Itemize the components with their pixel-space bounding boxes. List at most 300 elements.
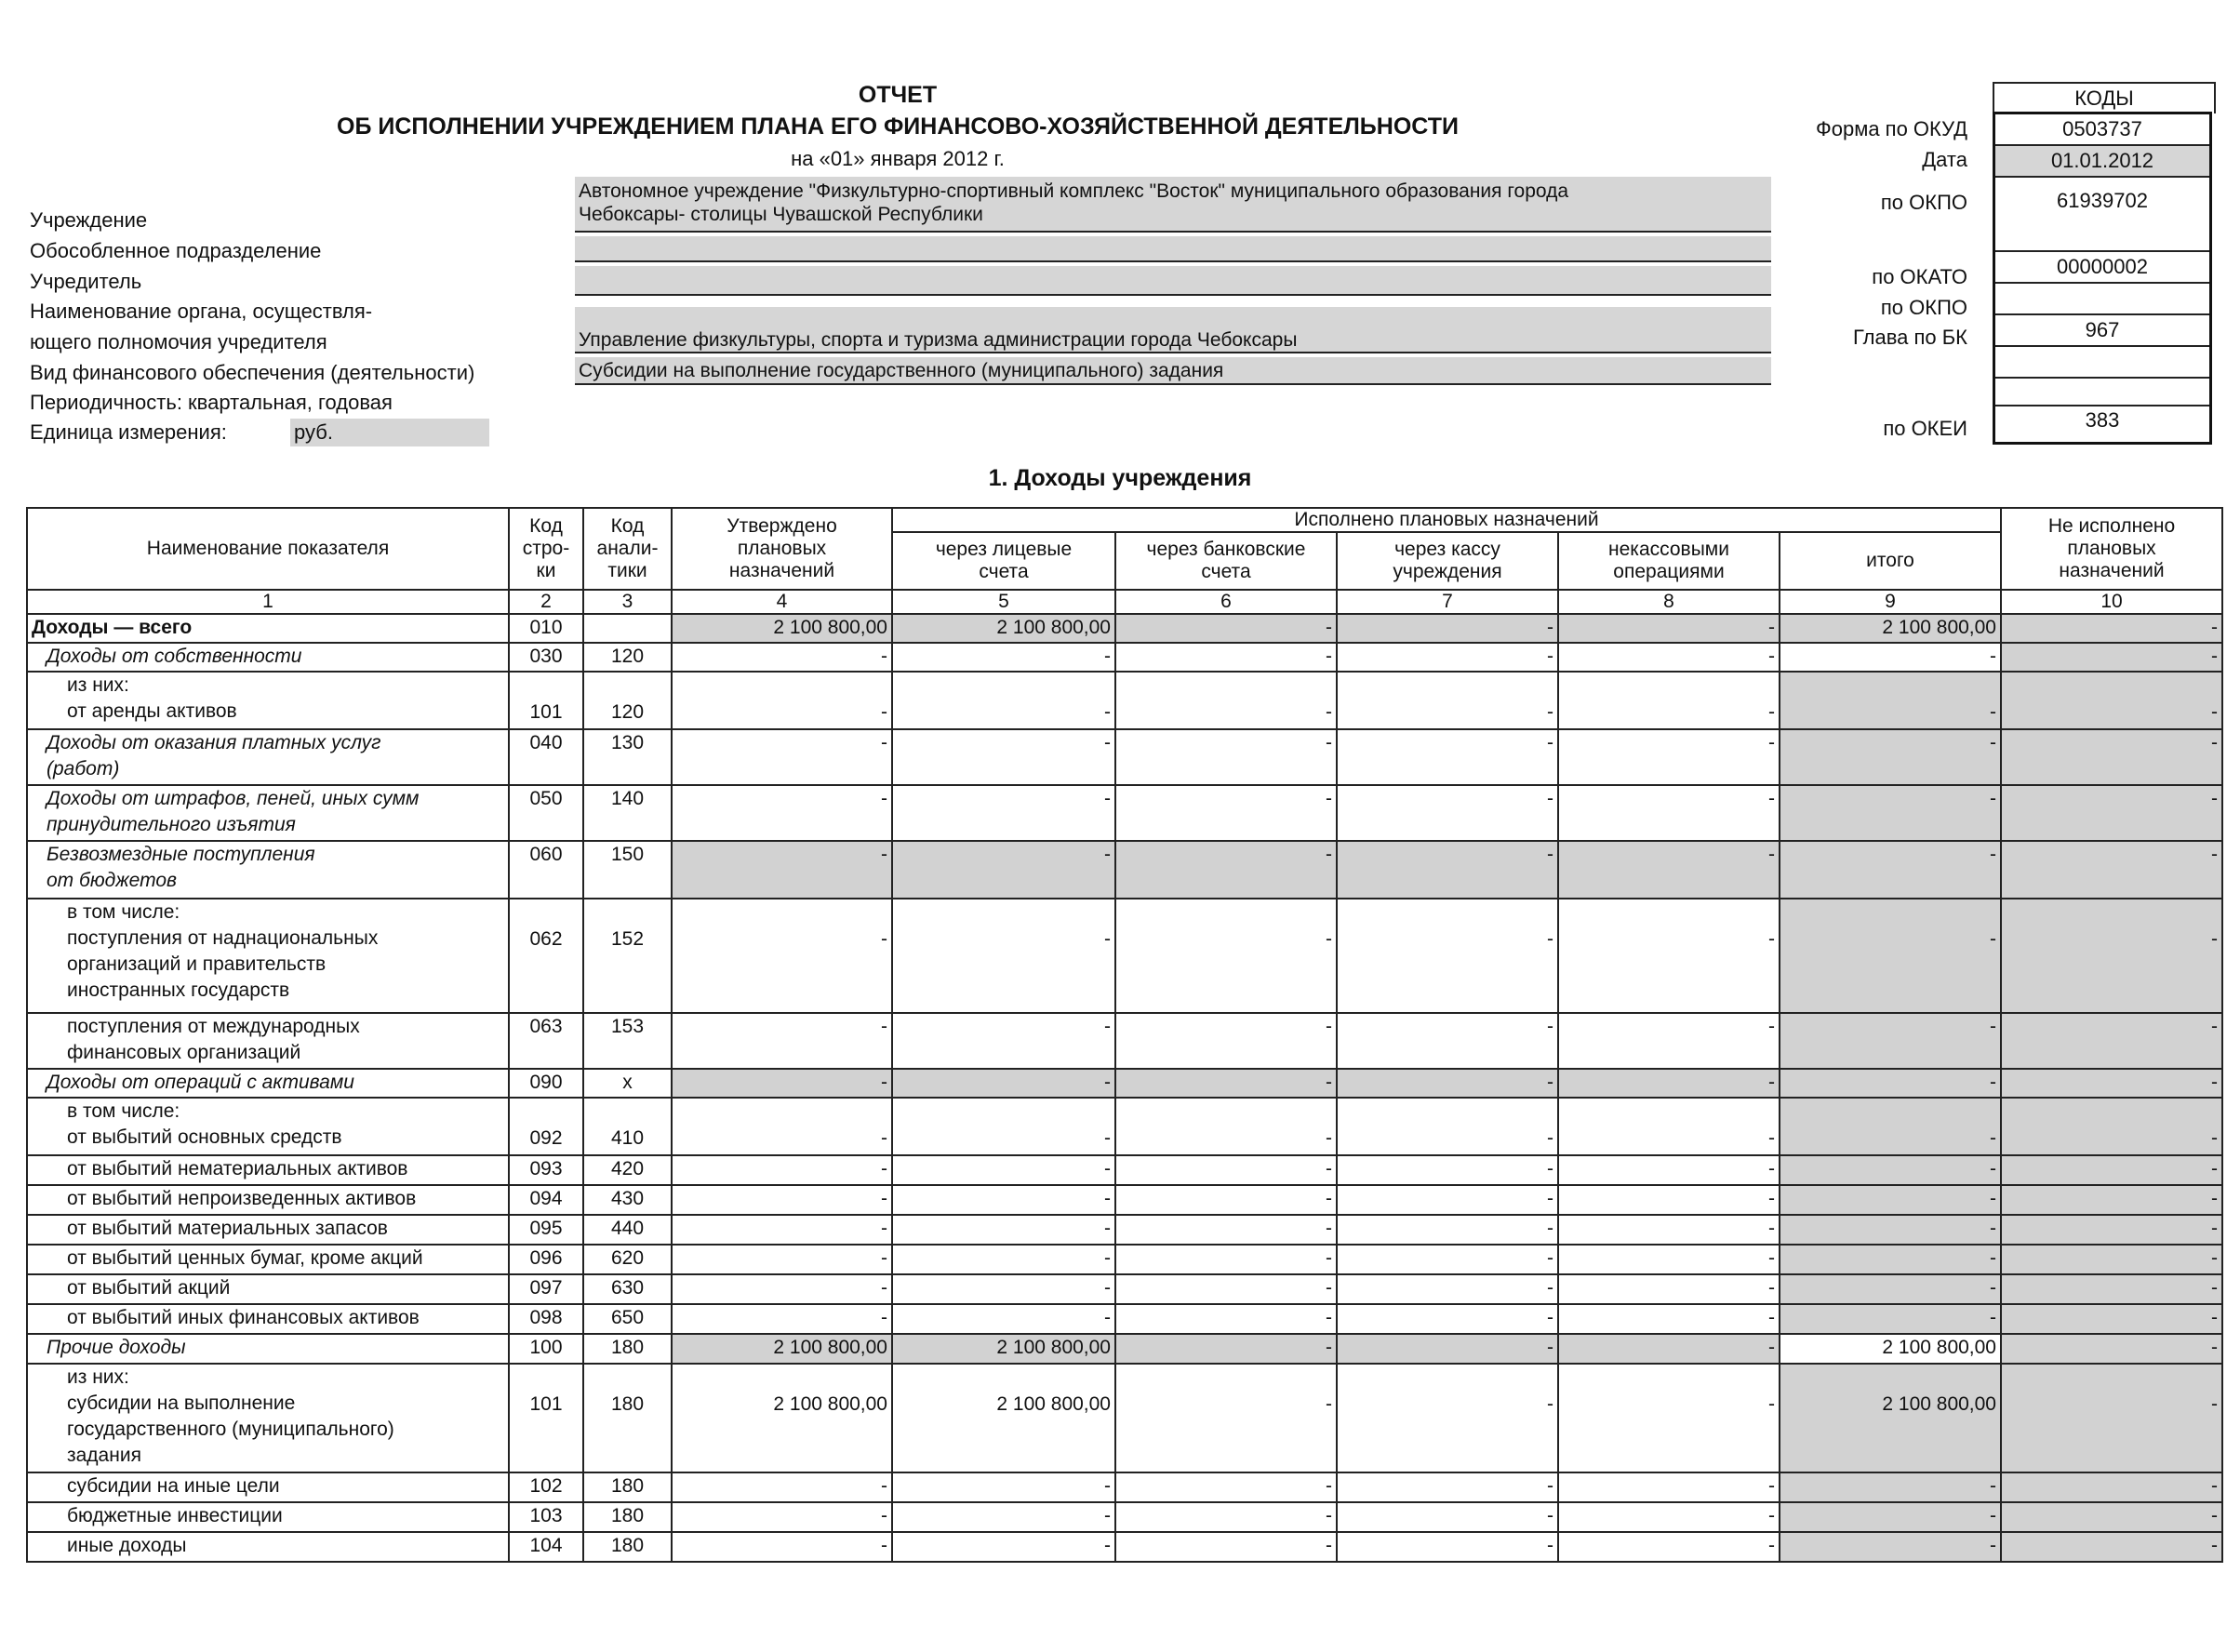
- label-okpo-2: по ОКПО: [1880, 296, 1967, 319]
- cell-value: -: [1990, 1247, 1996, 1269]
- th-personal: через лицевые счета: [892, 532, 1115, 590]
- cell-value: -: [1547, 1188, 1553, 1209]
- cell-col-10: [2001, 672, 2222, 729]
- row-name: [27, 1364, 509, 1472]
- label-institution: Учреждение: [30, 208, 148, 232]
- table-row: [27, 1472, 2222, 1502]
- row-name: [27, 643, 509, 672]
- cell-value: -: [1326, 1337, 1332, 1358]
- cell-col-8: [1558, 1185, 1780, 1215]
- cell-value: 180: [610, 1393, 645, 1415]
- cell-col-5: [892, 729, 1115, 785]
- cell-value: -: [1547, 844, 1553, 865]
- cell-col-9: [1780, 729, 2001, 785]
- cell-col-8: [1558, 1334, 1780, 1364]
- cell-value: 650: [610, 1307, 645, 1328]
- cell-col-4: [672, 1245, 892, 1274]
- cell-value: -: [1547, 701, 1553, 723]
- th-analytics: Код анали- тики: [583, 508, 672, 590]
- cell-col-10: [2001, 729, 2222, 785]
- cell-value: -: [1547, 788, 1553, 809]
- th-bank: через банковские счета: [1115, 532, 1337, 590]
- cell-value: -: [1326, 646, 1332, 667]
- cell-col-5: [892, 1013, 1115, 1069]
- cell-col-9: [1780, 1013, 2001, 1069]
- cell-col-3: [583, 1364, 672, 1472]
- cell-value: -: [881, 1016, 887, 1037]
- cell-col-2: [509, 1502, 583, 1532]
- cell-col-4: [672, 614, 892, 643]
- cell-col-8: [1558, 614, 1780, 643]
- cell-col-2: [509, 1069, 583, 1098]
- cell-value: -: [2211, 928, 2218, 950]
- cell-value: -: [881, 1188, 887, 1209]
- cell-value: -: [2211, 1277, 2218, 1299]
- cell-value: -: [1104, 1505, 1111, 1526]
- cell-value: -: [1547, 928, 1553, 950]
- th-line-code: Код стро- ки: [509, 508, 583, 590]
- code-okpo: 61939702: [1995, 178, 2209, 252]
- institution-underline: [575, 231, 1771, 233]
- cell-value: -: [2211, 1218, 2218, 1239]
- cell-value: -: [2211, 1016, 2218, 1037]
- colnum: 6: [1115, 590, 1337, 614]
- cell-col-7: [1337, 1245, 1558, 1274]
- cell-col-4: [672, 1185, 892, 1215]
- cell-col-10: [2001, 785, 2222, 841]
- cell-col-2: [509, 1155, 583, 1185]
- cell-col-9: [1780, 1185, 2001, 1215]
- cell-value: -: [2211, 1127, 2218, 1149]
- cell-col-4: [672, 1532, 892, 1562]
- th-cash: через кассу учреждения: [1337, 532, 1558, 590]
- cell-value: -: [1768, 1277, 1775, 1299]
- cell-value: 120: [610, 701, 645, 723]
- cell-col-5: [892, 643, 1115, 672]
- cell-value: -: [881, 788, 887, 809]
- finance-underline: [575, 383, 1771, 385]
- row-name-line: задания: [67, 1445, 141, 1466]
- label-authority-2: ющего полномочия учредителя: [30, 330, 327, 353]
- cell-col-10: [2001, 1532, 2222, 1562]
- cell-value: -: [1326, 1307, 1332, 1328]
- cell-value: -: [881, 732, 887, 753]
- row-name-line: в том числе:: [67, 1100, 180, 1122]
- cell-value: -: [1104, 1535, 1111, 1556]
- institution-value-2: Чебоксары- столицы Чувашской Республики: [579, 204, 983, 225]
- cell-value: 150: [610, 844, 645, 865]
- cell-value: -: [1104, 1158, 1111, 1179]
- cell-col-8: [1558, 1098, 1780, 1155]
- cell-col-7: [1337, 672, 1558, 729]
- cell-col-3: [583, 672, 672, 729]
- cell-value: -: [1990, 732, 1996, 753]
- cell-col-3: [583, 614, 672, 643]
- codes-box: [1993, 112, 2212, 445]
- code-okato: 00000002: [1995, 252, 2209, 284]
- cell-col-9: [1780, 1472, 2001, 1502]
- founder-underline: [575, 294, 1771, 296]
- cell-col-3: [583, 1245, 672, 1274]
- cell-col-4: [672, 1304, 892, 1334]
- cell-value: -: [1326, 1247, 1332, 1269]
- row-name: [27, 899, 509, 1013]
- cell-value: 420: [610, 1158, 645, 1179]
- cell-col-9: [1780, 1304, 2001, 1334]
- cell-value: -: [1547, 1393, 1553, 1415]
- cell-value: -: [1768, 1016, 1775, 1037]
- finance-type-value: Субсидии на выполнение государственного (муниципального) задания: [579, 360, 1224, 381]
- cell-value: -: [1547, 1535, 1553, 1556]
- row-name-line: иные доходы: [67, 1535, 187, 1556]
- cell-value: -: [1326, 844, 1332, 865]
- cell-col-2: [509, 672, 583, 729]
- cell-col-9: [1780, 1502, 2001, 1532]
- cell-value: -: [1326, 788, 1332, 809]
- cell-value: -: [1547, 646, 1553, 667]
- cell-value: -: [881, 1127, 887, 1149]
- row-name: [27, 1532, 509, 1562]
- cell-value: 2 100 800,00: [773, 1393, 887, 1415]
- row-name: [27, 785, 509, 841]
- cell-col-5: [892, 1069, 1115, 1098]
- th-unexecuted: Не исполнено плановых назначений: [2001, 508, 2222, 590]
- row-name-line: государственного (муниципального): [67, 1419, 394, 1440]
- table-row: [27, 1304, 2222, 1334]
- cell-col-4: [672, 1155, 892, 1185]
- cell-col-3: [583, 1098, 672, 1155]
- cell-value: -: [1768, 1218, 1775, 1239]
- cell-value: -: [1104, 1475, 1111, 1497]
- row-name-line: Доходы от собственности: [47, 646, 302, 667]
- cell-value: -: [1326, 928, 1332, 950]
- label-founder: Учредитель: [30, 270, 142, 293]
- cell-col-8: [1558, 1472, 1780, 1502]
- cell-value: -: [1104, 732, 1111, 753]
- cell-value: 180: [610, 1505, 645, 1526]
- cell-value: -: [1326, 732, 1332, 753]
- cell-value: -: [881, 1247, 887, 1269]
- cell-col-6: [1115, 1304, 1337, 1334]
- cell-value: -: [881, 844, 887, 865]
- cell-value: -: [1768, 646, 1775, 667]
- cell-col-6: [1115, 1185, 1337, 1215]
- cell-value: -: [1768, 701, 1775, 723]
- label-okpo: по ОКПО: [1880, 191, 1967, 214]
- row-name-line: от выбытий иных финансовых активов: [67, 1307, 420, 1328]
- row-name-line: Доходы от штрафов, пеней, иных сумм: [47, 788, 420, 809]
- cell-value: -: [1990, 1016, 1996, 1037]
- row-name: [27, 1334, 509, 1364]
- report-subtitle: ОБ ИСПОЛНЕНИИ УЧРЕЖДЕНИЕМ ПЛАНА ЕГО ФИНАНСОВО-ХОЗЯЙСТВЕННОЙ ДЕЯТЕЛЬНОСТИ: [337, 113, 1459, 140]
- cell-col-7: [1337, 1502, 1558, 1532]
- cell-col-6: [1115, 1274, 1337, 1304]
- cell-value: 102: [529, 1475, 563, 1497]
- cell-col-2: [509, 899, 583, 1013]
- cell-value: 104: [529, 1535, 563, 1556]
- row-name: [27, 729, 509, 785]
- cell-value: -: [1326, 1535, 1332, 1556]
- cell-value: -: [1547, 617, 1553, 638]
- cell-col-7: [1337, 1098, 1558, 1155]
- table-row: [27, 643, 2222, 672]
- cell-value: 090: [529, 1072, 563, 1093]
- cell-col-2: [509, 841, 583, 899]
- cell-col-5: [892, 841, 1115, 899]
- cell-value: 030: [529, 646, 563, 667]
- cell-value: -: [2211, 617, 2218, 638]
- cell-value: -: [1104, 1247, 1111, 1269]
- cell-col-7: [1337, 785, 1558, 841]
- cell-col-7: [1337, 1472, 1558, 1502]
- cell-col-3: [583, 785, 672, 841]
- cell-col-5: [892, 1274, 1115, 1304]
- cell-value: -: [2211, 1505, 2218, 1526]
- table-body: [27, 614, 2222, 1562]
- institution-value-1: Автономное учреждение "Физкультурно-спортивный комплекс "Восток" муниципального образования города: [579, 180, 1569, 202]
- row-name-line: (работ): [47, 758, 120, 779]
- cell-value: -: [1326, 617, 1332, 638]
- label-finance-type: Вид финансового обеспечения (деятельности): [30, 361, 475, 384]
- cell-col-6: [1115, 785, 1337, 841]
- cell-value: -: [1768, 1188, 1775, 1209]
- table-row: [27, 1185, 2222, 1215]
- cell-col-9: [1780, 1155, 2001, 1185]
- row-name-line: Безвозмездные поступления: [47, 844, 315, 865]
- cell-col-10: [2001, 1069, 2222, 1098]
- cell-value: -: [1104, 1016, 1111, 1037]
- cell-value: -: [1326, 1505, 1332, 1526]
- cell-col-9: [1780, 1532, 2001, 1562]
- cell-value: -: [1104, 928, 1111, 950]
- cell-col-10: [2001, 1245, 2222, 1274]
- table-row: [27, 614, 2222, 643]
- cell-value: 094: [529, 1188, 563, 1209]
- table-row: [27, 672, 2222, 729]
- cell-value: -: [2211, 646, 2218, 667]
- cell-col-4: [672, 841, 892, 899]
- cell-value: 180: [610, 1475, 645, 1497]
- cell-value: -: [881, 646, 887, 667]
- cell-value: -: [881, 1158, 887, 1179]
- cell-col-4: [672, 643, 892, 672]
- row-name-line: Доходы — всего: [32, 617, 193, 638]
- cell-value: -: [2211, 1307, 2218, 1328]
- cell-col-7: [1337, 1274, 1558, 1304]
- cell-col-4: [672, 1274, 892, 1304]
- cell-value: 097: [529, 1277, 563, 1299]
- cell-col-8: [1558, 729, 1780, 785]
- cell-col-7: [1337, 841, 1558, 899]
- cell-value: -: [1768, 844, 1775, 865]
- label-okato: по ОКАТО: [1872, 265, 1967, 288]
- row-name: [27, 1098, 509, 1155]
- cell-col-4: [672, 672, 892, 729]
- row-name-line: из них:: [67, 674, 129, 696]
- cell-value: -: [1547, 1475, 1553, 1497]
- cell-value: 050: [529, 788, 563, 809]
- table-row: [27, 899, 2222, 1013]
- cell-value: -: [1990, 844, 1996, 865]
- cell-value: -: [2211, 1475, 2218, 1497]
- cell-value: -: [1768, 1475, 1775, 1497]
- row-name: [27, 1155, 509, 1185]
- table-row: [27, 1013, 2222, 1069]
- cell-value: 180: [610, 1337, 645, 1358]
- cell-value: -: [1326, 1127, 1332, 1149]
- cell-col-8: [1558, 1215, 1780, 1245]
- cell-value: -: [1547, 1307, 1553, 1328]
- cell-value: -: [2211, 1535, 2218, 1556]
- cell-value: 062: [529, 928, 563, 950]
- cell-value: -: [1768, 1505, 1775, 1526]
- row-name-line: принудительного изъятия: [47, 814, 296, 835]
- cell-value: 040: [529, 732, 563, 753]
- row-name: [27, 1245, 509, 1274]
- cell-col-6: [1115, 1013, 1337, 1069]
- row-name-line: в том числе:: [67, 901, 180, 923]
- code-date: 01.01.2012: [1995, 146, 2209, 178]
- row-name: [27, 1013, 509, 1069]
- cell-col-10: [2001, 1334, 2222, 1364]
- cell-col-8: [1558, 1502, 1780, 1532]
- cell-col-9: [1780, 1245, 2001, 1274]
- cell-col-8: [1558, 1274, 1780, 1304]
- th-noncash: некассовыми операциями: [1558, 532, 1780, 590]
- cell-col-10: [2001, 1098, 2222, 1155]
- cell-value: -: [2211, 1158, 2218, 1179]
- cell-col-7: [1337, 1304, 1558, 1334]
- cell-value: -: [1326, 1072, 1332, 1093]
- cell-col-5: [892, 899, 1115, 1013]
- cell-col-2: [509, 1472, 583, 1502]
- table-row: [27, 729, 2222, 785]
- cell-value: -: [1768, 1247, 1775, 1269]
- authority-underline: [575, 352, 1771, 353]
- row-name-line: поступления от наднациональных: [67, 927, 379, 949]
- cell-col-3: [583, 1069, 672, 1098]
- cell-col-3: [583, 1215, 672, 1245]
- cell-value: -: [1547, 1277, 1553, 1299]
- cell-value: 010: [529, 617, 563, 638]
- row-name-line: от выбытий основных средств: [67, 1126, 342, 1148]
- row-name: [27, 1185, 509, 1215]
- cell-col-8: [1558, 1532, 1780, 1562]
- cell-col-8: [1558, 785, 1780, 841]
- cell-col-4: [672, 1069, 892, 1098]
- cell-col-3: [583, 1502, 672, 1532]
- cell-col-2: [509, 1185, 583, 1215]
- cell-col-7: [1337, 1364, 1558, 1472]
- cell-value: 2 100 800,00: [996, 1393, 1111, 1415]
- table-row: [27, 1155, 2222, 1185]
- cell-value: 130: [610, 732, 645, 753]
- cell-col-10: [2001, 1472, 2222, 1502]
- row-name: [27, 1472, 509, 1502]
- cell-col-6: [1115, 1069, 1337, 1098]
- cell-col-9: [1780, 1069, 2001, 1098]
- cell-value: -: [1104, 1127, 1111, 1149]
- cell-col-3: [583, 643, 672, 672]
- cell-value: -: [2211, 701, 2218, 723]
- cell-value: -: [1326, 701, 1332, 723]
- cell-value: -: [1326, 1277, 1332, 1299]
- cell-value: 410: [610, 1127, 645, 1149]
- row-name-line: иностранных государств: [67, 979, 290, 1001]
- colnum: 5: [892, 590, 1115, 614]
- cell-value: -: [1547, 1218, 1553, 1239]
- cell-value: -: [2211, 1337, 2218, 1358]
- cell-value: -: [2211, 844, 2218, 865]
- cell-col-6: [1115, 1245, 1337, 1274]
- colnum: 4: [672, 590, 892, 614]
- row-name-line: бюджетные инвестиции: [67, 1505, 283, 1526]
- cell-value: -: [1768, 1307, 1775, 1328]
- cell-value: 2 100 800,00: [773, 1337, 887, 1358]
- label-bk: Глава по БК: [1852, 326, 1967, 349]
- cell-col-4: [672, 1098, 892, 1155]
- cell-value: -: [1104, 788, 1111, 809]
- cell-value: -: [1990, 1127, 1996, 1149]
- th-total: итого: [1780, 532, 2001, 590]
- cell-value: 2 100 800,00: [996, 617, 1111, 638]
- cell-value: -: [881, 1475, 887, 1497]
- cell-value: -: [881, 1277, 887, 1299]
- cell-col-7: [1337, 1013, 1558, 1069]
- income-table: [26, 507, 2223, 1563]
- cell-col-3: [583, 1304, 672, 1334]
- cell-col-6: [1115, 1532, 1337, 1562]
- cell-col-6: [1115, 672, 1337, 729]
- row-name-line: от выбытий материальных запасов: [67, 1218, 388, 1239]
- cell-value: -: [1990, 1072, 1996, 1093]
- cell-col-5: [892, 1532, 1115, 1562]
- th-name: Наименование показателя: [27, 508, 509, 590]
- cell-col-8: [1558, 1364, 1780, 1472]
- cell-value: -: [1768, 617, 1775, 638]
- cell-col-6: [1115, 729, 1337, 785]
- cell-col-5: [892, 1215, 1115, 1245]
- cell-value: 103: [529, 1505, 563, 1526]
- row-name-line: субсидии на выполнение: [67, 1392, 296, 1414]
- row-name-line: Прочие доходы: [47, 1337, 186, 1358]
- cell-col-9: [1780, 1274, 2001, 1304]
- cell-col-3: [583, 1013, 672, 1069]
- authority-value: Управление физкультуры, спорта и туризма администрации города Чебоксары: [579, 329, 1298, 351]
- cell-value: -: [1768, 1393, 1775, 1415]
- cell-col-5: [892, 1502, 1115, 1532]
- table-row: [27, 785, 2222, 841]
- row-name: [27, 1502, 509, 1532]
- cell-col-4: [672, 729, 892, 785]
- colnum: 9: [1780, 590, 2001, 614]
- cell-value: -: [1326, 1188, 1332, 1209]
- cell-col-7: [1337, 899, 1558, 1013]
- cell-col-4: [672, 1472, 892, 1502]
- cell-value: -: [2211, 732, 2218, 753]
- cell-col-9: [1780, 785, 2001, 841]
- cell-col-2: [509, 1364, 583, 1472]
- cell-value: -: [1768, 1535, 1775, 1556]
- table-row: [27, 841, 2222, 899]
- cell-value: 063: [529, 1016, 563, 1037]
- cell-col-2: [509, 1215, 583, 1245]
- cell-value: -: [1768, 1337, 1775, 1358]
- col-number-row: [27, 590, 2222, 614]
- cell-col-7: [1337, 1532, 1558, 1562]
- colnum: 7: [1337, 590, 1558, 614]
- cell-col-4: [672, 1502, 892, 1532]
